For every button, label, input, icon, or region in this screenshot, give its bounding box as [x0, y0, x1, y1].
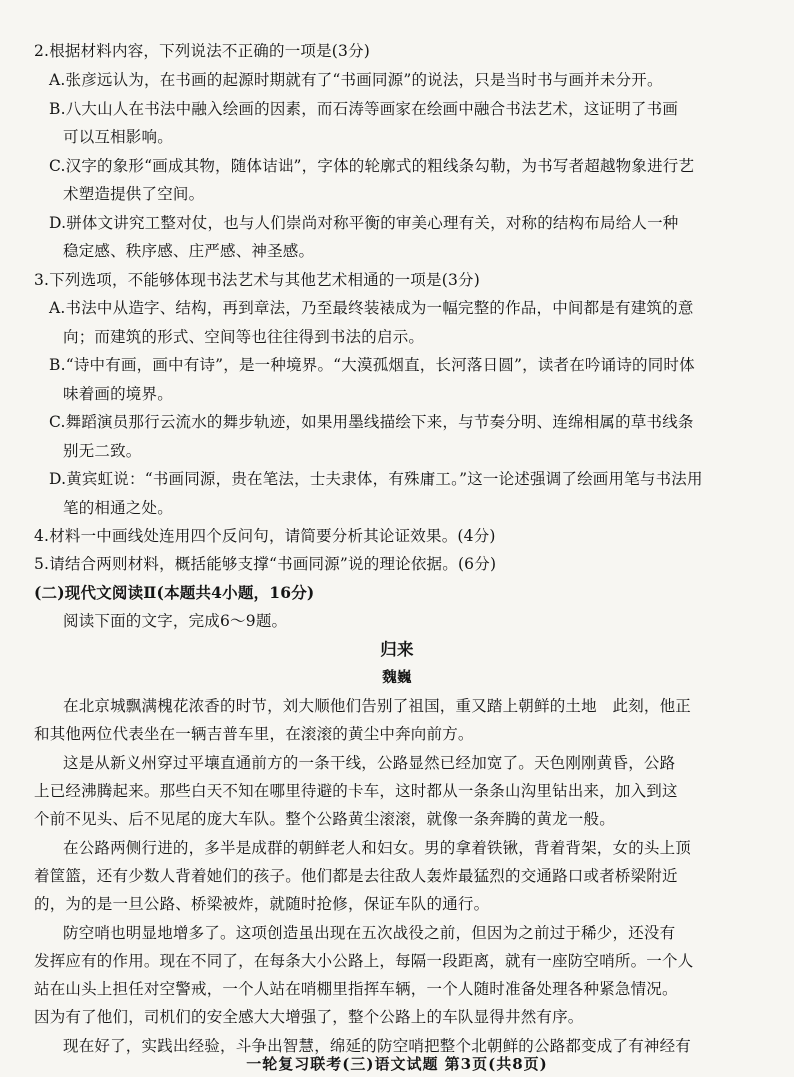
q2-option-d-cont: 稳定感、秩序感、庄严感、神圣感。 — [63, 242, 315, 260]
article-line: 站在山头上担任对空警戒，一个人站在哨棚里指挥车辆，一个人随时准备处理各种紧急情况。 — [34, 980, 678, 998]
q2-option-b-cont: 可以互相影响。 — [63, 128, 173, 146]
article-line: 和其他两位代表坐在一辆吉普车里，在滚滚的黄尘中奔向前方。 — [34, 725, 474, 743]
q2-option-c-cont: 术塑造提供了空间。 — [63, 185, 205, 203]
article-line: 的，为的是一旦公路、桥梁被炸，就随时抢修，保证车队的通行。 — [34, 895, 490, 913]
q3-option-b-cont: 味着画的境界。 — [63, 385, 173, 403]
section-heading: (二)现代文阅读Ⅱ(本题共4小题，16分) — [34, 583, 315, 602]
q2-option-b: B.八大山人在书法中融入绘画的因素，而石涛等画家在绘画中融合书法艺术，这证明了书画 — [49, 100, 679, 118]
article-line: 个前不见头、后不见尾的庞大车队。整个公路黄尘滚滚，就像一条奔腾的黄龙一般。 — [34, 810, 615, 828]
q2-option-c: C.汉字的象形“画成其物，随体诘诎”，字体的轮廓式的粗线条勾勒，为书写者超越物象进行艺 — [49, 157, 695, 175]
q4-stem: 4.材料一中画线处连用四个反问句，请简要分析其论证效果。(4分) — [34, 527, 496, 545]
q3-option-c: C.舞蹈演员那行云流水的舞步轨迹，如果用墨线描绘下来，与节奏分明、连绵相属的草书线条 — [49, 413, 694, 431]
article-line: 在公路两侧行进的，多半是成群的朝鲜老人和妇女。男的拿着铁锹，背着背架，女的头上顶 — [63, 839, 692, 857]
article-author: 魏巍 — [382, 669, 412, 686]
q2-stem: 2.根据材料内容，下列说法不正确的一项是(3分) — [34, 42, 371, 60]
article-line: 发挥应有的作用。现在不同了，在每条大小公路上，每隔一段距离，就有一座防空哨所。一个人 — [34, 952, 694, 970]
q3-option-a-cont: 向；而建筑的形式、空间等也往往得到书法的启示。 — [63, 328, 425, 346]
page-footer: 一轮复习联考(三)语文试题 第3页(共8页) — [246, 1055, 548, 1073]
article-title: 归来 — [380, 640, 414, 659]
article-line: 防空哨也明显地增多了。这项创造虽出现在五次战役之前，但因为之前过于稀少，还没有 — [63, 924, 676, 942]
q3-option-d-cont: 笔的相通之处。 — [63, 499, 173, 517]
article-line: 上已经沸腾起来。那些白天不知在哪里待避的卡车，这时都从一条条山沟里钻出来，加入到这 — [34, 782, 678, 800]
q5-stem: 5.请结合两则材料，概括能够支撑“书画同源”说的理论依据。(6分) — [34, 555, 497, 573]
q3-option-d: D.黄宾虹说：“书画同源，贵在笔法，士夫隶体，有殊庸工。”这一论述强调了绘画用笔与书法用 — [49, 470, 703, 488]
article-line: 这是从新义州穿过平壤直通前方的一条干线，公路显然已经加宽了。天色刚刚黄昏，公路 — [63, 754, 676, 772]
q3-option-a: A.书法中从造字、结构，再到章法，乃至最终装裱成为一幅完整的作品，中间都是有建筑的意 — [49, 299, 694, 317]
article-line: 因为有了他们，司机们的安全感大大增强了，整个公路上的车队显得井然有序。 — [34, 1008, 584, 1026]
q3-option-c-cont: 别无二致。 — [63, 442, 142, 460]
q2-option-d: D.骈体文讲究工整对仗，也与人们崇尚对称平衡的审美心理有关，对称的结构布局给人一种 — [49, 214, 679, 232]
q3-stem: 3.下列选项，不能够体现书法艺术与其他艺术相通的一项是(3分) — [34, 271, 480, 289]
article-line: 着筐篮，还有少数人背着她们的孩子。他们都是去往敌人轰炸最猛烈的交通路口或者桥梁附近 — [34, 867, 678, 885]
article-line: 在北京城飘满槐花浓香的时节，刘大顺他们告别了祖国，重又踏上朝鲜的土地 此刻，他正 — [63, 697, 692, 715]
reading-instruction: 阅读下面的文字，完成6～9题。 — [63, 612, 288, 630]
article-line: 现在好了，实践出经验，斗争出智慧，绵延的防空哨把整个北朝鲜的公路都变成了有神经有 — [63, 1037, 692, 1055]
q2-option-a: A.张彦远认为，在书画的起源时期就有了“书画同源”的说法，只是当时书与画并未分开。 — [49, 71, 663, 89]
q3-option-b: B.“诗中有画，画中有诗”，是一种境界。“大漠孤烟直，长河落日圆”，读者在吟诵诗的同时体 — [49, 356, 695, 374]
